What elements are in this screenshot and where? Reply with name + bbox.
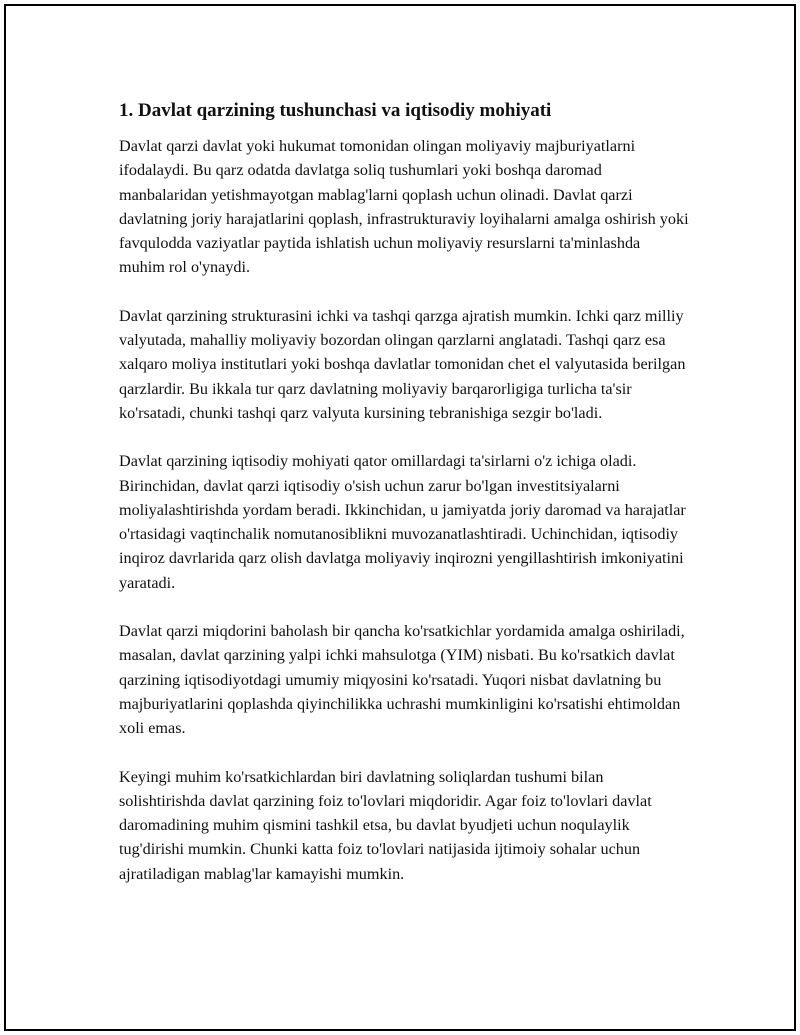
document-body [119,98,689,910]
document-page [4,4,796,1031]
paragraph-3: Davlat qarzining iqtisodiy mohiyati qator omillardagi ta'sirlarni o'z ichiga oladi. Birinchidan, davlat qarzi iqtisodiy o'sish uchun zarur bo'lgan investitsiyalarni moliyalashtirishda yordam beradi. Ikkinchidan, u jamiyatda joriy daromad va harajatlar o'rtasidagi vaqtinchalik nomutanosiblikni muvozanatlashtiradi. Uchinchidan, iqtisodiy inqiroz davrlarida qarz olish davlatga moliyaviy inqirozni yengillashtirish imkoniyatini yaratadi. [119,452,686,592]
paragraph-2: Davlat qarzining strukturasini ichki va tashqi qarzga ajratish mumkin. Ichki qarz milliy valyutada, mahalliy moliyaviy bozordan olingan qarzlarni anglatadi. Tashqi qarz esa xalqaro moliya institutlari yoki boshqa davlatlar tomonidan chet el valyutasida berilgan qarzlardir. Bu ikkala tur qarz davlatning moliyaviy barqarorligiga turlicha ta'sir ko'rsatadi, chunki tashqi qarz valyuta kursining tebranishiga sezgir bo'ladi. [119,306,686,422]
paragraph-4: Davlat qarzi miqdorini baholash bir qancha ko'rsatkichlar yordamida amalga oshiriladi, masalan, davlat qarzining yalpi ichki mahsulotga (YIM) nisbati. Bu ko'rsatkich davlat qarzining iqtisodiyotdagi umumiy miqyosini ko'rsatadi. Yuqori nisbat davlatning bu majburiyatlarini qoplashda qiyinchilikka uchrashi mumkinligini ko'rsatishi ehtimoldan xoli emas. [119,622,685,738]
section-heading: 1. Davlat qarzining tushunchasi va iqtisodiy mohiyati [119,100,552,121]
paragraph-5: Keyingi muhim ko'rsatkichlardan biri davlatning soliqlardan tushumi bilan solishtirishda davlat qarzining foiz to'lovlari miqdoridir. Agar foiz to'lovlari davlat daromadining muhim qismini tashkil etsa, bu davlat byudjeti uchun noqulaylik tug'dirishi mumkin. Chunki katta foiz to'lovlari natijasida ijtimoiy sohalar uchun ajratiladigan mablag'lar kamayishi mumkin. [119,767,652,883]
paragraph-1: Davlat qarzi davlat yoki hukumat tomonidan olingan moliyaviy majburiyatlarni ifodalaydi. Bu qarz odatda davlatga soliq tushumlari yoki boshqa daromad manbalaridan yetishmayotgan mablag'larni qoplash uchun olinadi. Davlat qarzi davlatning joriy harajatlarini qoplash, infrastrukturaviy loyihalarni amalga oshirish yoki favqulodda vaziyatlar paytida ishlatish uchun moliyaviy resurslarni ta'minlashda muhim rol o'ynaydi. [119,137,689,277]
